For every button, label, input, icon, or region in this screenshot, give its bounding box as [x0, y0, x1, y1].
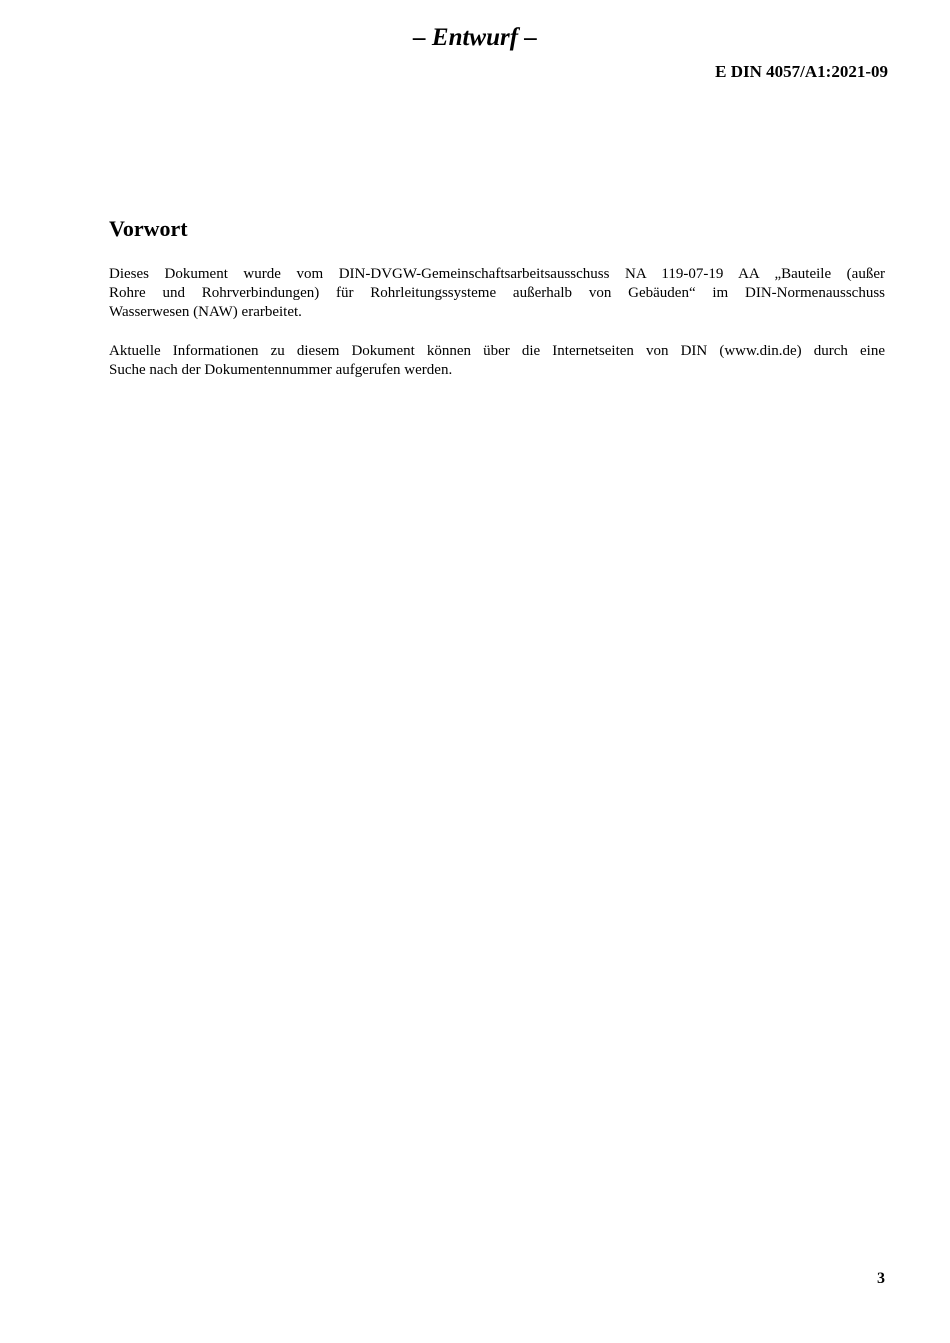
- text-line: Dieses Dokument wurde vom DIN-DVGW-Gemeinschaftsarbeitsausschuss NA 119-07-19 AA „Bauteile (außer: [109, 266, 885, 282]
- text-line: Aktuelle Informationen zu diesem Dokument können über die Internetseiten von DIN (www.din.de) durch eine: [109, 343, 885, 359]
- text-line: Wasserwesen (NAW) erarbeitet.: [109, 304, 302, 320]
- document-id: E DIN 4057/A1:2021-09: [715, 62, 888, 81]
- text-line: Rohre und Rohrverbindungen) für Rohrleitungssysteme außerhalb von Gebäuden“ im DIN-Normenausschuss: [109, 285, 885, 301]
- paragraph-committee: [109, 265, 885, 322]
- draft-label: – Entwurf –: [413, 24, 537, 51]
- paragraph-info: [109, 342, 885, 380]
- page-number: 3: [877, 1270, 885, 1287]
- text-line: Suche nach der Dokumentennummer aufgerufen werden.: [109, 362, 453, 378]
- section-title: Vorwort: [109, 216, 188, 241]
